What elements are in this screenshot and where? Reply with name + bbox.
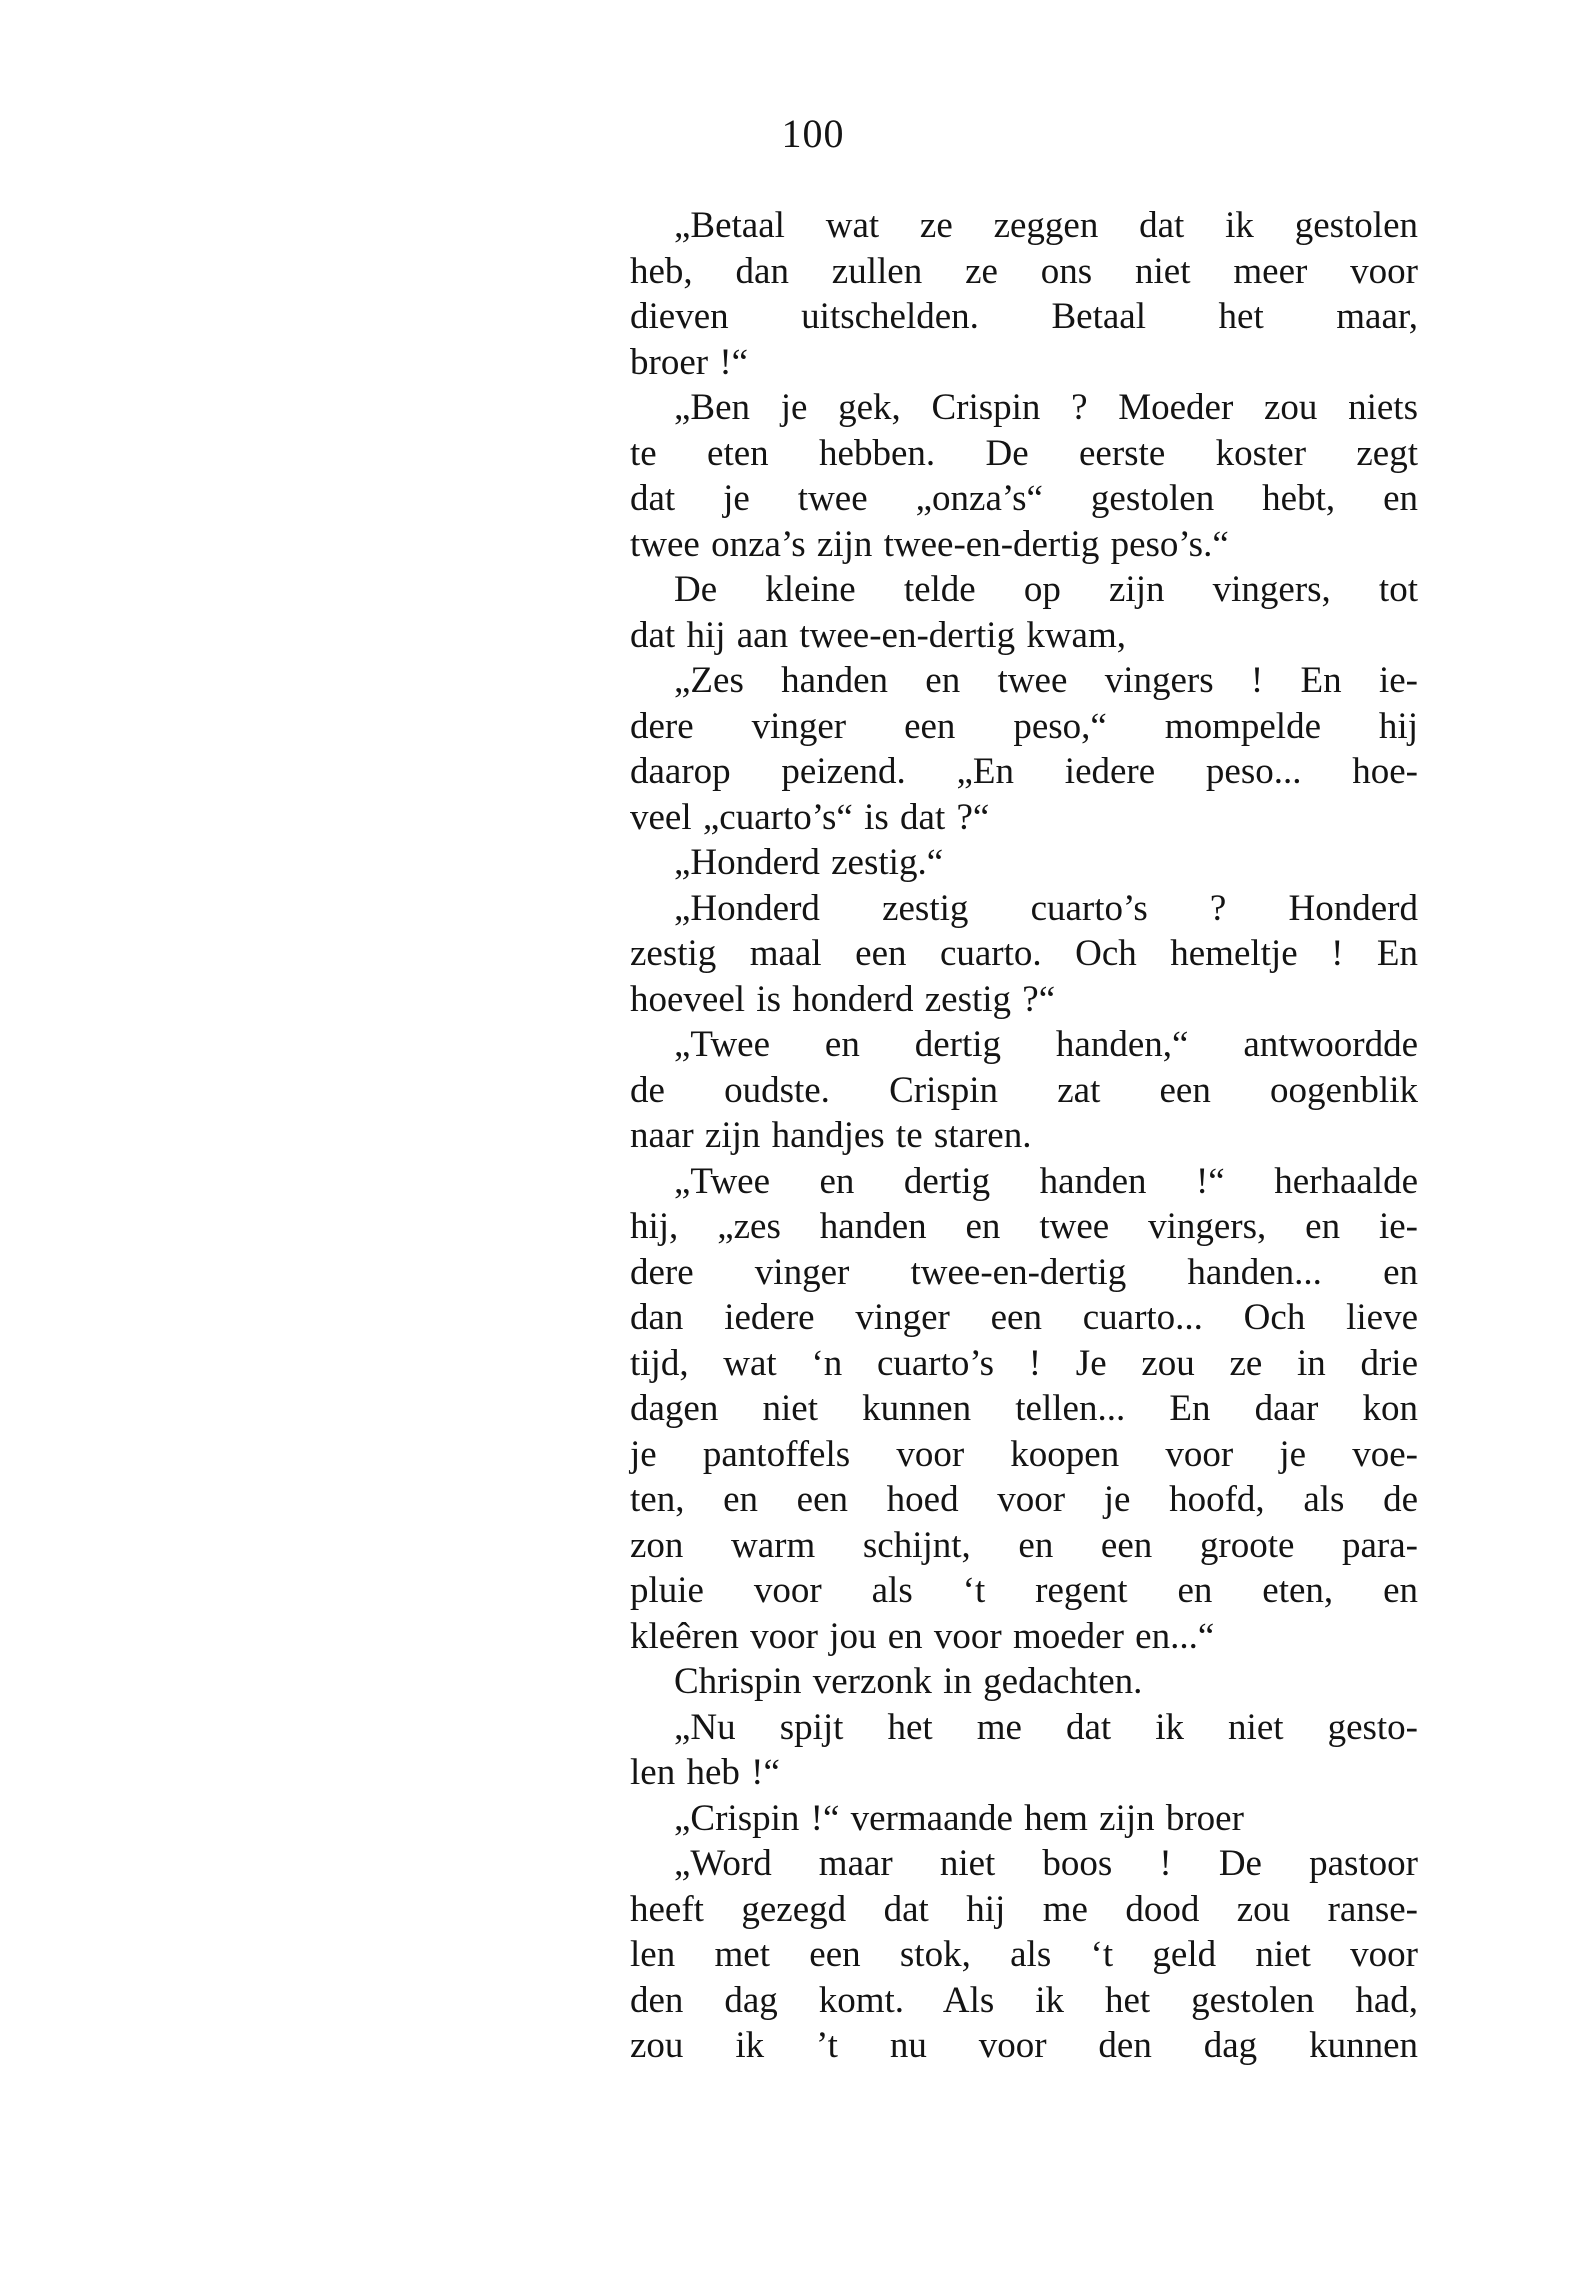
text-line: zon warm schijnt, en een groote para- (630, 1524, 1418, 1566)
text-line: pluie voor als ‘t regent en eten, en (630, 1570, 1418, 1611)
text-line: „Twee en dertig handen !“ herhaalde (674, 1160, 1418, 1202)
text-line: te eten hebben. De eerste koster zegt (630, 432, 1418, 474)
text-line: heb, dan zullen ze ons niet meer voor (630, 250, 1418, 292)
text-line: je pantoffels voor koopen voor je voe- (630, 1433, 1418, 1475)
text-line: „Twee en dertig handen,“ antwoordde (674, 1024, 1418, 1065)
text-line: dan iedere vinger een cuarto... Och lieve (630, 1297, 1418, 1338)
text-line: zestig maal een cuarto. Och hemeltje ! En (630, 933, 1418, 974)
page-number: 100 (781, 111, 845, 156)
text-line: dagen niet kunnen tellen... En daar kon (630, 1388, 1418, 1429)
text-line: den dag komt. Als ik het gestolen had, (630, 1979, 1418, 2021)
text-line: „Nu spijt het me dat ik niet gesto- (674, 1706, 1418, 1748)
text-line: dat je twee „onza’s“ gestolen hebt, en (630, 478, 1418, 519)
text-line: „Crispin !“ vermaande hem zijn broer (674, 1797, 1244, 1839)
text-line: „Word maar niet boos ! De pastoor (674, 1843, 1418, 1884)
text-line: „Ben je gek, Crispin ? Moeder zou niets (674, 387, 1418, 428)
text-line: len heb !“ (630, 1752, 780, 1793)
text-line: len met een stok, als ‘t geld niet voor (630, 1934, 1418, 1975)
text-line: „Honderd zestig cuarto’s ? Honderd (674, 887, 1418, 929)
text-line: hij, „zes handen en twee vingers, en ie- (630, 1206, 1418, 1247)
text-line: „Betaal wat ze zeggen dat ik gestolen (674, 205, 1418, 246)
text-line: hoeveel is honderd zestig ?“ (630, 978, 1056, 1020)
text-line: tijd, wat ‘n cuarto’s ! Je zou ze in drie (630, 1342, 1418, 1384)
text-line: Chrispin verzonk in gedachten. (674, 1661, 1143, 1702)
body-text (630, 203, 1418, 2069)
text-line: heeft gezegd dat hij me dood zou ranse- (630, 1888, 1418, 1930)
text-line: De kleine telde op zijn vingers, tot (674, 569, 1418, 610)
text-line: ten, en een hoed voor je hoofd, als de (630, 1479, 1418, 1520)
text-line: „Honderd zestig.“ (674, 842, 944, 883)
text-line: dieven uitschelden. Betaal het maar, (630, 296, 1418, 337)
text-line: zou ik ’t nu voor den dag kunnen (630, 2025, 1418, 2066)
text-line: dere vinger een peso,“ mompelde hij (630, 705, 1418, 747)
text-line: dere vinger twee-en-dertig handen... en (630, 1251, 1418, 1293)
text-line: dat hij aan twee-en-dertig kwam, (630, 614, 1126, 656)
text-line: „Zes handen en twee vingers ! En ie- (674, 660, 1418, 701)
text-line: kleêren voor jou en voor moeder en...“ (630, 1615, 1215, 1657)
text-line: naar zijn handjes te staren. (630, 1115, 1032, 1156)
text-line: veel „cuarto’s“ is dat ?“ (630, 796, 990, 838)
text-line: de oudste. Crispin zat een oogenblik (630, 1069, 1418, 1111)
text-line: daarop peizend. „En iedere peso... hoe- (630, 751, 1418, 792)
text-line: twee onza’s zijn twee-en-dertig peso’s.“ (630, 523, 1229, 565)
text-line: broer !“ (630, 341, 749, 383)
